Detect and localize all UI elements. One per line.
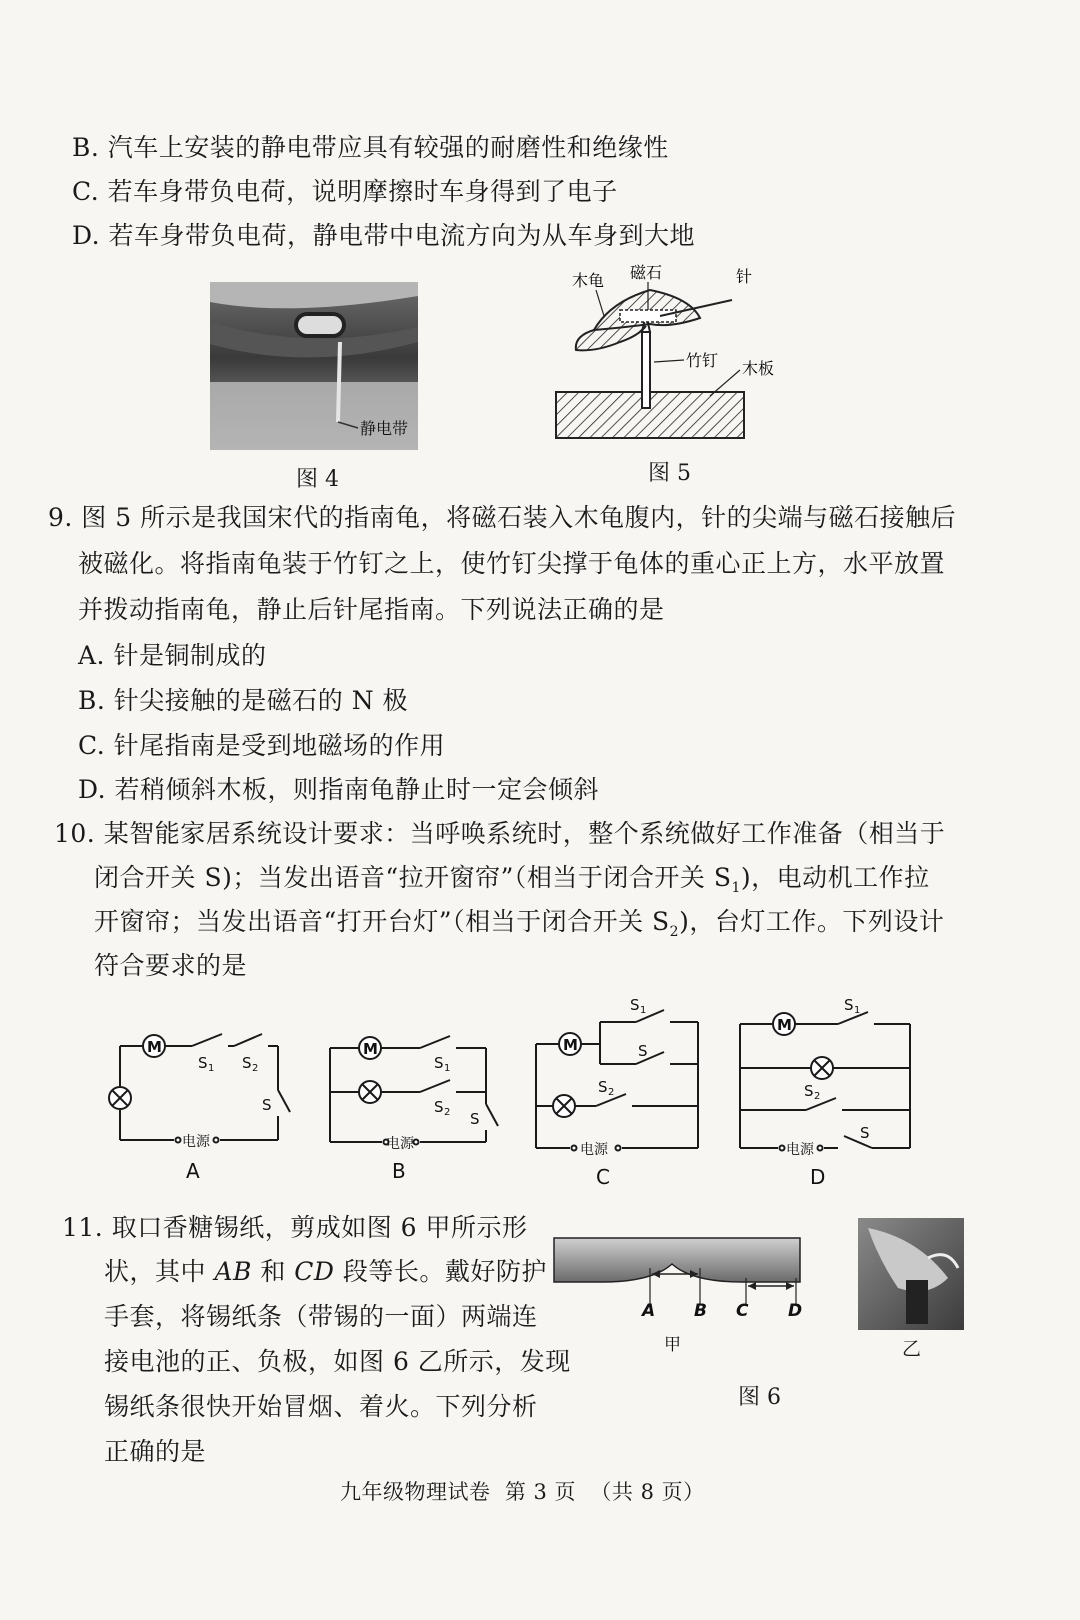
q11-line-3: 手套，将锡纸条（带锡的一面）两端连 xyxy=(104,1302,538,1331)
circuit-c-s2-sub: 2 xyxy=(608,1087,615,1098)
q9-line-3: 并拨动指南龟，静止后针尾指南。下列说法正确的是 xyxy=(78,595,665,624)
circuit-b-s2-sub: 2 xyxy=(444,1107,451,1118)
circuit-b-name: B xyxy=(392,1159,406,1183)
q10-line-4: 符合要求的是 xyxy=(94,951,248,980)
circuit-b-motor: M xyxy=(363,1040,378,1058)
circuit-a-s2-sub: 2 xyxy=(252,1063,259,1074)
circuit-c-s1: S xyxy=(630,996,640,1014)
fig6-point-d: D xyxy=(788,1301,803,1321)
q11-line-2-cd: CD xyxy=(294,1257,335,1286)
q10-line-2 xyxy=(94,858,930,896)
fig5-label-needle: 针 xyxy=(736,267,753,286)
fig4-caption: 图 4 xyxy=(296,467,339,492)
circuit-c-s1-sub: 1 xyxy=(640,1005,647,1016)
q9-option-a: A. 针是铜制成的 xyxy=(78,641,267,670)
fig6-point-c: C xyxy=(736,1301,749,1321)
fig6-point-a: A xyxy=(642,1301,656,1321)
circuit-a-s2: S xyxy=(242,1054,252,1072)
q11-line-2-post: 段等长。戴好防护 xyxy=(334,1257,547,1286)
circuit-c xyxy=(536,996,698,1189)
circuit-d-name: D xyxy=(810,1165,826,1189)
fig6-sub-jia: 甲 xyxy=(664,1335,681,1354)
q9-option-c: C. 针尾指南是受到地磁场的作用 xyxy=(78,731,446,760)
q11-line-4: 接电池的正、负极，如图 6 乙所示，发现 xyxy=(104,1347,571,1376)
q11-line-5: 锡纸条很快开始冒烟、着火。下列分析 xyxy=(104,1392,538,1421)
circuit-c-motor: M xyxy=(563,1036,578,1054)
q11-line-6: 正确的是 xyxy=(104,1437,207,1466)
circuit-b-s1-sub: 1 xyxy=(444,1063,451,1074)
circuit-d-s2: S xyxy=(804,1082,814,1100)
circuit-b-s2: S xyxy=(434,1098,444,1116)
circuit-a-s1: S xyxy=(198,1054,208,1072)
page-footer: 九年级物理试卷 第 3 页 （共 8 页） xyxy=(340,1480,705,1504)
q10-line-3b: )，台灯工作。下列设计 xyxy=(679,907,945,936)
circuit-c-s2: S xyxy=(598,1078,608,1096)
fig5-caption: 图 5 xyxy=(648,461,691,486)
circuit-diagrams xyxy=(100,994,930,1194)
circuit-d-s1: S xyxy=(844,996,854,1014)
q8-option-d: D. 若车身带负电荷，静电带中电流方向为从车身到大地 xyxy=(72,221,696,250)
circuit-a-motor: M xyxy=(147,1038,162,1056)
q10-line-1: 10. 某智能家居系统设计要求：当呼唤系统时，整个系统做好工作准备（相当于 xyxy=(54,819,946,848)
circuit-a-power: 电源 xyxy=(182,1134,210,1150)
q10-line-3-sub: 2 xyxy=(669,924,680,940)
circuit-d-s1-sub: 1 xyxy=(854,1005,861,1016)
circuit-d-power: 电源 xyxy=(786,1142,814,1158)
circuit-c-s: S xyxy=(638,1042,648,1060)
circuit-a xyxy=(109,1034,290,1183)
q10-line-2a: 闭合开关 S)；当发出语音“拉开窗帘”（相当于闭合开关 S xyxy=(94,863,732,892)
circuit-c-name: C xyxy=(596,1165,610,1189)
fig5-label-turtle: 木龟 xyxy=(572,271,605,290)
circuit-b-power: 电源 xyxy=(386,1136,414,1152)
fig5-label-board: 木板 xyxy=(742,359,775,378)
q8-option-c: C. 若车身带负电荷，说明摩擦时车身得到了电子 xyxy=(72,177,618,206)
fig6-caption: 图 6 xyxy=(738,1385,781,1410)
circuit-b xyxy=(330,1036,498,1183)
circuit-b-s1: S xyxy=(434,1054,444,1072)
fig6-sub-yi: 乙 xyxy=(902,1338,922,1360)
q10-line-2b: )，电动机工作拉 xyxy=(740,863,930,892)
circuit-a-s1-sub: 1 xyxy=(208,1063,215,1074)
q9-line-1: 9. 图 5 所示是我国宋代的指南龟，将磁石装入木龟腹内，针的尖端与磁石接触后 xyxy=(48,503,957,532)
q11-line-2-pre: 状，其中 xyxy=(104,1257,215,1286)
circuit-b-s: S xyxy=(470,1110,480,1128)
circuit-a-name: A xyxy=(186,1159,200,1183)
fig4-label: 静电带 xyxy=(360,419,409,438)
circuit-d-motor: M xyxy=(777,1016,792,1034)
figure-5-diagram xyxy=(550,262,800,444)
circuit-d xyxy=(740,996,910,1189)
q11-line-2-ab: AB xyxy=(214,1257,252,1286)
circuit-d-s2-sub: 2 xyxy=(814,1091,821,1102)
q11-line-2-mid: 和 xyxy=(251,1257,295,1286)
q9-option-b: B. 针尖接触的是磁石的 N 极 xyxy=(78,686,409,715)
q9-line-2: 被磁化。将指南龟装于竹钉之上，使竹钉尖撑于龟体的重心正上方，水平放置 xyxy=(78,549,946,578)
q9-option-d: D. 若稍倾斜木板，则指南龟静止时一定会倾斜 xyxy=(78,775,600,804)
circuit-a-s: S xyxy=(262,1096,272,1114)
figure-6-jia xyxy=(552,1234,812,1354)
q10-line-3 xyxy=(94,902,944,940)
fig5-label-nail: 竹钉 xyxy=(686,351,719,370)
q11-line-1: 11. 取口香糖锡纸，剪成如图 6 甲所示形 xyxy=(62,1213,528,1242)
q10-line-2-sub: 1 xyxy=(731,880,741,896)
q10-line-3a: 开窗帘；当发出语音“打开台灯”（相当于闭合开关 S xyxy=(94,907,670,936)
figure-6-yi-photo xyxy=(858,1218,964,1330)
figure-4-photo xyxy=(210,282,418,450)
circuit-d-s: S xyxy=(860,1124,870,1142)
circuit-c-power: 电源 xyxy=(580,1142,608,1158)
q11-line-2 xyxy=(104,1252,547,1288)
q8-option-b: B. 汽车上安装的静电带应具有较强的耐磨性和绝缘性 xyxy=(72,133,669,162)
fig6-point-b: B xyxy=(694,1301,707,1321)
fig5-label-magnet: 磁石 xyxy=(630,263,663,282)
